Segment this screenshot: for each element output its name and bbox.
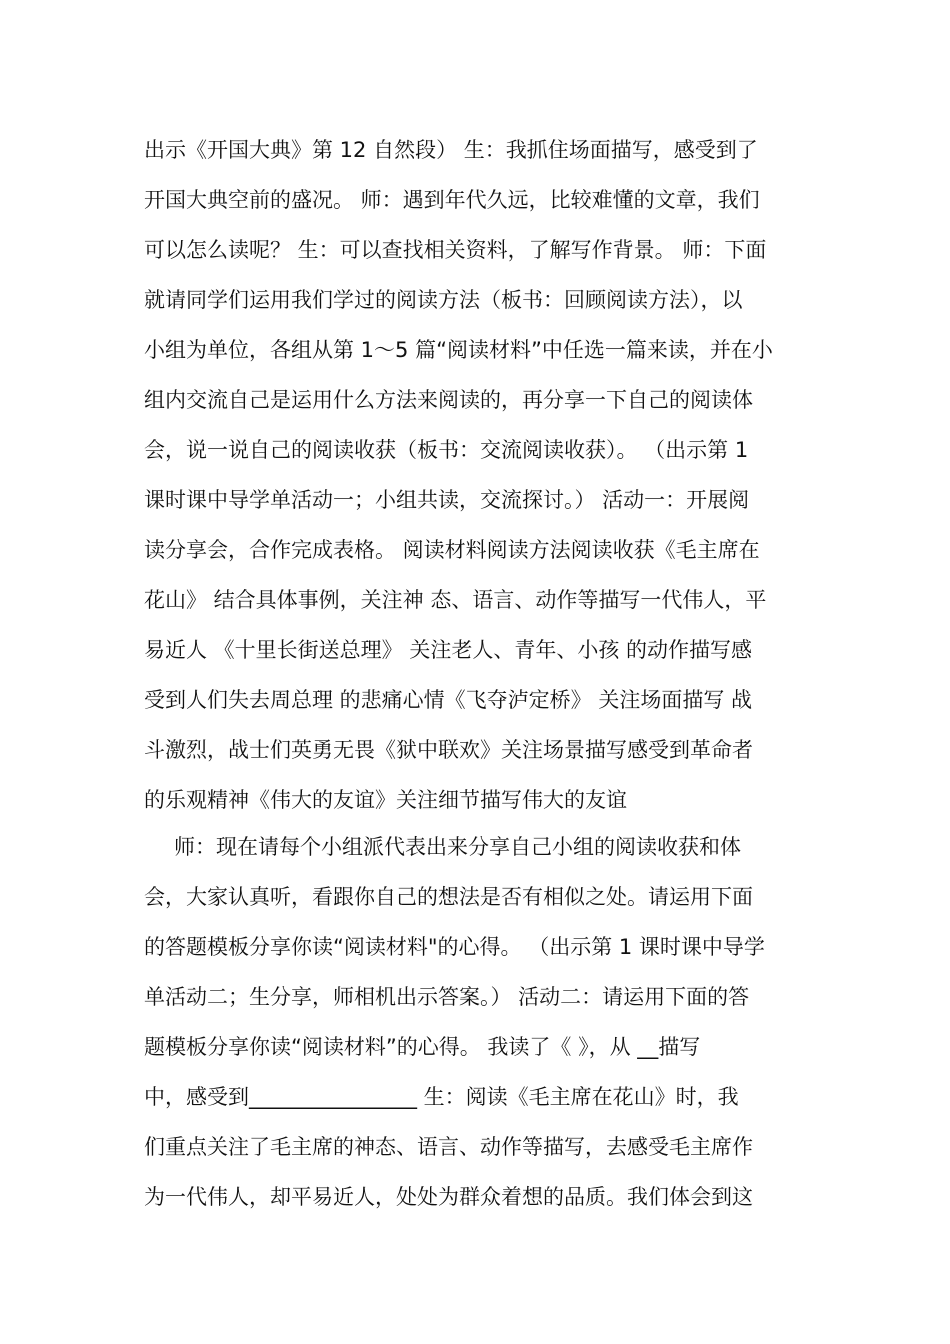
text-line: 单活动二；生分享，师相机出示答案。） 活动二：请运用下面的答: [144, 985, 750, 1009]
text-line: 就请同学们运用我们学过的阅读方法（板书：回顾阅读方法），以: [144, 288, 743, 312]
text-line: 斗激烈，战士们英勇无畏《狱中联欢》关注场景描写感受到革命者: [144, 738, 753, 762]
text-line: 的答题模板分享你读“阅读材料"的心得。 （出示第 1 课时课中导学: [144, 935, 765, 959]
paragraph-2: [144, 822, 809, 1222]
text-line: 题模板分享你读“阅读材料”的心得。 我读了《 》，从 __描写: [144, 1035, 701, 1059]
text-line: 组内交流自己是运用什么方法来阅读的，再分享一下自己的阅读体: [144, 388, 753, 412]
text-line: 出示《开国大典》第 12 自然段） 生：我抓住场面描写，感受到了: [144, 138, 758, 162]
text-line: 开国大典空前的盛况。 师：遇到年代久远，比较难懂的文章，我们: [144, 188, 760, 212]
text-line: 中，感受到________________ 生：阅读《毛主席在花山》时，我: [144, 1085, 739, 1109]
text-line: 花山》 结合具体事例，关注神 态、语言、动作等描写一代伟人，平: [144, 588, 767, 612]
text-line: 小组为单位，各组从第 1～5 篇“阅读材料”中任选一篇来读，并在小: [144, 338, 773, 362]
text-line: 们重点关注了毛主席的神态、语言、动作等描写，去感受毛主席作: [144, 1135, 753, 1159]
text-line: 读分享会，合作完成表格。 阅读材料阅读方法阅读收获《毛主席在: [144, 538, 760, 562]
text-line: 可以怎么读呢？ 生：可以查找相关资料，了解写作背景。 师：下面: [144, 238, 767, 262]
text-line: 易近人 《十里长街送总理》 关注老人、青年、小孩 的动作描写感: [144, 638, 753, 662]
text-line: 师：现在请每个小组派代表出来分享自己小组的阅读收获和体: [174, 835, 741, 859]
paragraph-1: [144, 125, 809, 825]
text-line: 会，大家认真听，看跟你自己的想法是否有相似之处。请运用下面: [144, 885, 753, 909]
text-line: 会，说一说自己的阅读收获（板书：交流阅读收获）。 （出示第 1: [144, 438, 749, 462]
text-line: 受到人们失去周总理 的悲痛心情《飞夺泸定桥》 关注场面描写 战: [144, 688, 753, 712]
text-line: 课时课中导学单活动一；小组共读，交流探讨。） 活动一：开展阅: [144, 488, 750, 512]
text-line: 为一代伟人，却平易近人，处处为群众着想的品质。我们体会到这: [144, 1185, 753, 1209]
text-line: 的乐观精神《伟大的友谊》关注细节描写伟大的友谊: [144, 788, 627, 812]
